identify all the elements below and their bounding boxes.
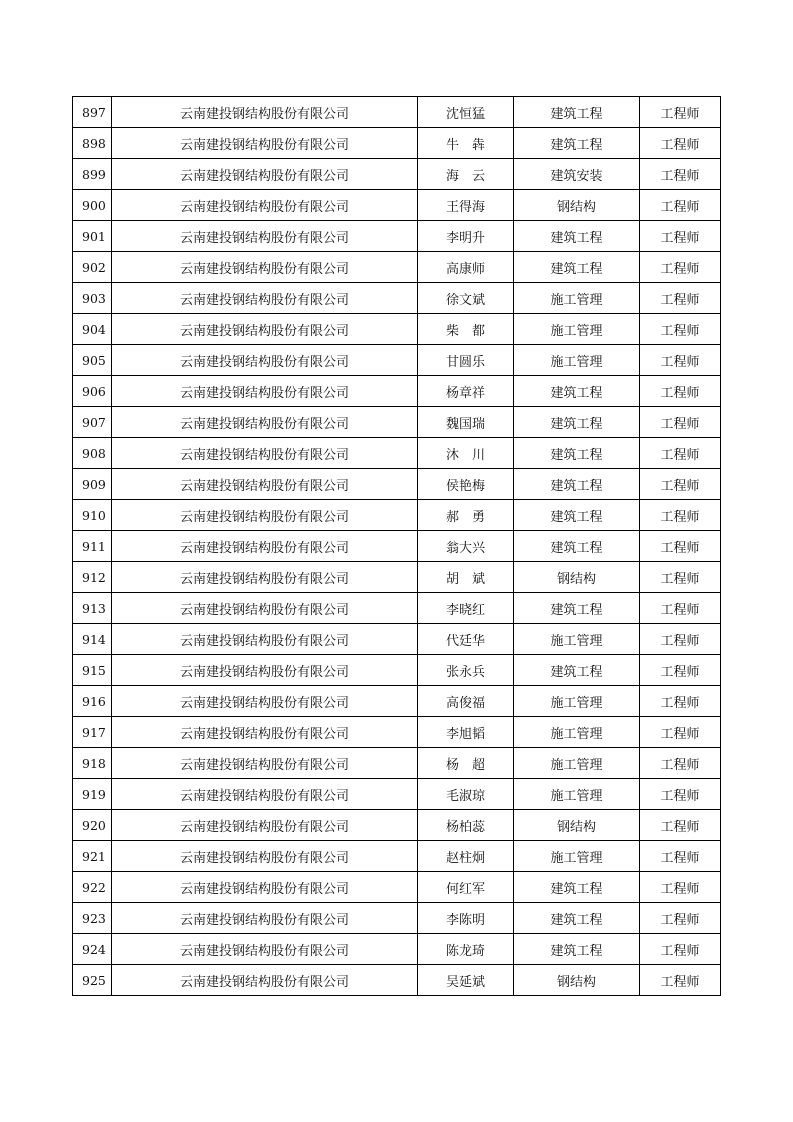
company-cell: 云南建投钢结构股份有限公司	[112, 872, 418, 903]
serial-number-cell: 911	[73, 531, 112, 562]
specialty-cell: 建筑工程	[514, 128, 640, 159]
serial-number-cell: 910	[73, 500, 112, 531]
job-title-cell: 工程师	[640, 934, 721, 965]
specialty-cell: 钢结构	[514, 562, 640, 593]
roster-body	[73, 97, 721, 996]
job-title-cell: 工程师	[640, 128, 721, 159]
table-row	[73, 965, 721, 996]
job-title-cell: 工程师	[640, 376, 721, 407]
table-row	[73, 407, 721, 438]
job-title-cell: 工程师	[640, 872, 721, 903]
serial-number-cell: 915	[73, 655, 112, 686]
job-title-cell: 工程师	[640, 283, 721, 314]
table-row	[73, 345, 721, 376]
company-cell: 云南建投钢结构股份有限公司	[112, 841, 418, 872]
roster-table	[72, 96, 721, 996]
specialty-cell: 建筑工程	[514, 655, 640, 686]
job-title-cell: 工程师	[640, 407, 721, 438]
specialty-cell: 建筑工程	[514, 221, 640, 252]
specialty-cell: 施工管理	[514, 345, 640, 376]
person-name-cell: 赵柱炯	[418, 841, 514, 872]
serial-number-cell: 914	[73, 624, 112, 655]
table-row	[73, 624, 721, 655]
serial-number-cell: 925	[73, 965, 112, 996]
person-name-cell: 杨章祥	[418, 376, 514, 407]
table-row	[73, 872, 721, 903]
specialty-cell: 建筑工程	[514, 531, 640, 562]
person-name-cell: 牛 犇	[418, 128, 514, 159]
company-cell: 云南建投钢结构股份有限公司	[112, 376, 418, 407]
company-cell: 云南建投钢结构股份有限公司	[112, 190, 418, 221]
company-cell: 云南建投钢结构股份有限公司	[112, 810, 418, 841]
serial-number-cell: 908	[73, 438, 112, 469]
table-row	[73, 500, 721, 531]
company-cell: 云南建投钢结构股份有限公司	[112, 717, 418, 748]
company-cell: 云南建投钢结构股份有限公司	[112, 221, 418, 252]
specialty-cell: 建筑工程	[514, 252, 640, 283]
company-cell: 云南建投钢结构股份有限公司	[112, 314, 418, 345]
specialty-cell: 建筑工程	[514, 903, 640, 934]
table-row	[73, 686, 721, 717]
job-title-cell: 工程师	[640, 500, 721, 531]
company-cell: 云南建投钢结构股份有限公司	[112, 593, 418, 624]
table-row	[73, 531, 721, 562]
person-name-cell: 柴 都	[418, 314, 514, 345]
job-title-cell: 工程师	[640, 779, 721, 810]
person-name-cell: 李旭韬	[418, 717, 514, 748]
person-name-cell: 沐 川	[418, 438, 514, 469]
serial-number-cell: 904	[73, 314, 112, 345]
table-row	[73, 562, 721, 593]
specialty-cell: 建筑工程	[514, 438, 640, 469]
serial-number-cell: 898	[73, 128, 112, 159]
person-name-cell: 郝 勇	[418, 500, 514, 531]
table-row	[73, 655, 721, 686]
person-name-cell: 李明升	[418, 221, 514, 252]
specialty-cell: 建筑工程	[514, 500, 640, 531]
serial-number-cell: 899	[73, 159, 112, 190]
job-title-cell: 工程师	[640, 438, 721, 469]
table-row	[73, 469, 721, 500]
specialty-cell: 施工管理	[514, 841, 640, 872]
serial-number-cell: 905	[73, 345, 112, 376]
serial-number-cell: 917	[73, 717, 112, 748]
job-title-cell: 工程师	[640, 655, 721, 686]
company-cell: 云南建投钢结构股份有限公司	[112, 407, 418, 438]
company-cell: 云南建投钢结构股份有限公司	[112, 686, 418, 717]
serial-number-cell: 920	[73, 810, 112, 841]
specialty-cell: 施工管理	[514, 748, 640, 779]
serial-number-cell: 902	[73, 252, 112, 283]
job-title-cell: 工程师	[640, 221, 721, 252]
table-row	[73, 748, 721, 779]
table-row	[73, 717, 721, 748]
job-title-cell: 工程师	[640, 252, 721, 283]
specialty-cell: 建筑工程	[514, 97, 640, 128]
table-row	[73, 779, 721, 810]
person-name-cell: 侯艳梅	[418, 469, 514, 500]
job-title-cell: 工程师	[640, 593, 721, 624]
person-name-cell: 李陈明	[418, 903, 514, 934]
specialty-cell: 钢结构	[514, 810, 640, 841]
person-name-cell: 吴延斌	[418, 965, 514, 996]
job-title-cell: 工程师	[640, 190, 721, 221]
table-row	[73, 283, 721, 314]
job-title-cell: 工程师	[640, 903, 721, 934]
person-name-cell: 徐文斌	[418, 283, 514, 314]
serial-number-cell: 921	[73, 841, 112, 872]
person-name-cell: 杨柏蕊	[418, 810, 514, 841]
company-cell: 云南建投钢结构股份有限公司	[112, 159, 418, 190]
serial-number-cell: 919	[73, 779, 112, 810]
job-title-cell: 工程师	[640, 531, 721, 562]
serial-number-cell: 903	[73, 283, 112, 314]
specialty-cell: 施工管理	[514, 686, 640, 717]
job-title-cell: 工程师	[640, 841, 721, 872]
table-row	[73, 159, 721, 190]
specialty-cell: 建筑工程	[514, 407, 640, 438]
table-row	[73, 221, 721, 252]
specialty-cell: 建筑工程	[514, 376, 640, 407]
table-row	[73, 593, 721, 624]
company-cell: 云南建投钢结构股份有限公司	[112, 562, 418, 593]
specialty-cell: 钢结构	[514, 965, 640, 996]
table-row	[73, 810, 721, 841]
person-name-cell: 翁大兴	[418, 531, 514, 562]
person-name-cell: 何红军	[418, 872, 514, 903]
specialty-cell: 施工管理	[514, 717, 640, 748]
table-row	[73, 314, 721, 345]
serial-number-cell: 909	[73, 469, 112, 500]
specialty-cell: 建筑工程	[514, 934, 640, 965]
person-name-cell: 甘圆乐	[418, 345, 514, 376]
person-name-cell: 胡 斌	[418, 562, 514, 593]
serial-number-cell: 907	[73, 407, 112, 438]
table-row	[73, 190, 721, 221]
specialty-cell: 建筑工程	[514, 872, 640, 903]
specialty-cell: 施工管理	[514, 283, 640, 314]
serial-number-cell: 900	[73, 190, 112, 221]
job-title-cell: 工程师	[640, 562, 721, 593]
specialty-cell: 施工管理	[514, 779, 640, 810]
job-title-cell: 工程师	[640, 810, 721, 841]
table-row	[73, 128, 721, 159]
person-name-cell: 魏国瑞	[418, 407, 514, 438]
person-name-cell: 陈龙琦	[418, 934, 514, 965]
serial-number-cell: 913	[73, 593, 112, 624]
company-cell: 云南建投钢结构股份有限公司	[112, 469, 418, 500]
person-name-cell: 王得海	[418, 190, 514, 221]
company-cell: 云南建投钢结构股份有限公司	[112, 934, 418, 965]
person-name-cell: 毛淑琼	[418, 779, 514, 810]
company-cell: 云南建投钢结构股份有限公司	[112, 128, 418, 159]
person-name-cell: 高俊福	[418, 686, 514, 717]
company-cell: 云南建投钢结构股份有限公司	[112, 748, 418, 779]
company-cell: 云南建投钢结构股份有限公司	[112, 779, 418, 810]
person-name-cell: 沈恒猛	[418, 97, 514, 128]
person-name-cell: 代廷华	[418, 624, 514, 655]
job-title-cell: 工程师	[640, 345, 721, 376]
table-row	[73, 252, 721, 283]
person-name-cell: 高康师	[418, 252, 514, 283]
company-cell: 云南建投钢结构股份有限公司	[112, 283, 418, 314]
specialty-cell: 建筑工程	[514, 593, 640, 624]
job-title-cell: 工程师	[640, 97, 721, 128]
serial-number-cell: 923	[73, 903, 112, 934]
company-cell: 云南建投钢结构股份有限公司	[112, 655, 418, 686]
company-cell: 云南建投钢结构股份有限公司	[112, 903, 418, 934]
serial-number-cell: 918	[73, 748, 112, 779]
person-name-cell: 张永兵	[418, 655, 514, 686]
job-title-cell: 工程师	[640, 965, 721, 996]
specialty-cell: 施工管理	[514, 314, 640, 345]
table-row	[73, 934, 721, 965]
company-cell: 云南建投钢结构股份有限公司	[112, 252, 418, 283]
job-title-cell: 工程师	[640, 159, 721, 190]
specialty-cell: 建筑安装	[514, 159, 640, 190]
company-cell: 云南建投钢结构股份有限公司	[112, 97, 418, 128]
person-name-cell: 杨 超	[418, 748, 514, 779]
table-row	[73, 376, 721, 407]
company-cell: 云南建投钢结构股份有限公司	[112, 624, 418, 655]
serial-number-cell: 906	[73, 376, 112, 407]
serial-number-cell: 924	[73, 934, 112, 965]
person-name-cell: 李晓红	[418, 593, 514, 624]
table-row	[73, 438, 721, 469]
specialty-cell: 钢结构	[514, 190, 640, 221]
company-cell: 云南建投钢结构股份有限公司	[112, 438, 418, 469]
table-row	[73, 841, 721, 872]
company-cell: 云南建投钢结构股份有限公司	[112, 965, 418, 996]
serial-number-cell: 916	[73, 686, 112, 717]
company-cell: 云南建投钢结构股份有限公司	[112, 531, 418, 562]
serial-number-cell: 922	[73, 872, 112, 903]
company-cell: 云南建投钢结构股份有限公司	[112, 500, 418, 531]
job-title-cell: 工程师	[640, 686, 721, 717]
person-name-cell: 海 云	[418, 159, 514, 190]
table-row	[73, 97, 721, 128]
job-title-cell: 工程师	[640, 624, 721, 655]
table-row	[73, 903, 721, 934]
job-title-cell: 工程师	[640, 717, 721, 748]
specialty-cell: 施工管理	[514, 624, 640, 655]
serial-number-cell: 912	[73, 562, 112, 593]
serial-number-cell: 901	[73, 221, 112, 252]
serial-number-cell: 897	[73, 97, 112, 128]
job-title-cell: 工程师	[640, 469, 721, 500]
specialty-cell: 建筑工程	[514, 469, 640, 500]
job-title-cell: 工程师	[640, 314, 721, 345]
company-cell: 云南建投钢结构股份有限公司	[112, 345, 418, 376]
job-title-cell: 工程师	[640, 748, 721, 779]
